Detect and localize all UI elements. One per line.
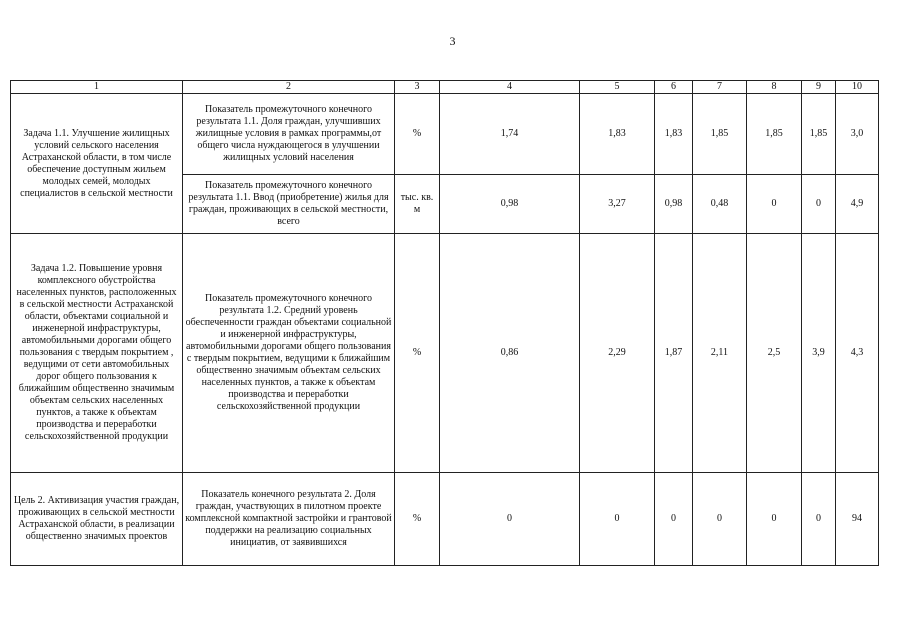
col-header-5: 5 [580,81,655,94]
value-cell: 1,85 [802,94,836,175]
col-header-7: 7 [693,81,747,94]
indicator-cell: Показатель промежуточного конечного результата 1.2. Средний уровень обеспеченности граждан объектами социальной и инженерной инфраструктуры, автомобильными дорогами общего пользования с твердым покрытием, ведущими к ближайшим общественно значимым объектам сельских населенных пунктов, а также к объектам производства и переработки сельскохозяйственной продукции [183,234,395,473]
col-header-1: 1 [11,81,183,94]
value-cell: 3,27 [580,175,655,234]
value-cell: 1,85 [693,94,747,175]
col-header-4: 4 [440,81,580,94]
col-header-10: 10 [836,81,879,94]
value-cell: 0 [747,175,802,234]
unit-cell: % [395,473,440,566]
value-cell: 0,98 [655,175,693,234]
table-row [11,473,879,566]
value-cell: 2,5 [747,234,802,473]
unit-cell: тыс. кв. м [395,175,440,234]
table-row [11,94,879,175]
value-cell: 3,0 [836,94,879,175]
value-cell: 0 [802,473,836,566]
page-number: 3 [449,34,456,48]
indicators-table [10,80,879,566]
col-header-6: 6 [655,81,693,94]
indicator-cell: Показатель конечного результата 2. Доля граждан, участвующих в пилотном проекте комплексной компактной застройки и грантовой поддержки на реализацию социальных инициатив, от заявившихся [183,473,395,566]
indicator-cell: Показатель промежуточного конечного результата 1.1. Ввод (приобретение) жилья для граждан, проживающих в сельской местности, всего [183,175,395,234]
value-cell: 0 [655,473,693,566]
col-header-9: 9 [802,81,836,94]
value-cell: 1,85 [747,94,802,175]
table-row [11,234,879,473]
value-cell: 2,11 [693,234,747,473]
value-cell: 3,9 [802,234,836,473]
goal-2-cell: Цель 2. Активизация участия граждан, проживающих в сельской местности Астраханской области, в реализации общественно значимых проектов [11,473,183,566]
value-cell: 94 [836,473,879,566]
unit-cell: % [395,234,440,473]
value-cell: 0 [802,175,836,234]
value-cell: 0,98 [440,175,580,234]
col-header-8: 8 [747,81,802,94]
value-cell: 4,3 [836,234,879,473]
value-cell: 1,87 [655,234,693,473]
value-cell: 1,83 [655,94,693,175]
value-cell: 0 [747,473,802,566]
header-row [11,81,879,94]
indicator-cell: Показатель промежуточного конечного результата 1.1. Доля граждан, улучшивших жилищные условия в рамках программы,от общего числа нуждающегося в улучшении жилищных условий населения [183,94,395,175]
value-cell: 1,74 [440,94,580,175]
value-cell: 4,9 [836,175,879,234]
unit-cell: % [395,94,440,175]
value-cell: 0 [440,473,580,566]
task-1-1-cell: Задача 1.1. Улучшение жилищных условий сельского населения Астраханской области, в том числе обеспечение доступным жильем молодых семей, молодых специалистов в сельской местности [11,94,183,234]
col-header-2: 2 [183,81,395,94]
value-cell: 0,86 [440,234,580,473]
value-cell: 2,29 [580,234,655,473]
value-cell: 0,48 [693,175,747,234]
col-header-3: 3 [395,81,440,94]
value-cell: 0 [580,473,655,566]
task-1-2-cell: Задача 1.2. Повышение уровня комплексного обустройства населенных пунктов, расположенных в сельской местности Астраханской области, объектами социальной и инженерной инфраструктуры, автомобильными дорогами общего пользования с твердым покрытием , ведущими от сети автомобильных дорог общего пользования к ближайшим общественно значимым объектам сельских населенных пунктов, а также к объектам производства и переработки сельскохозяйственной продукции [11,234,183,473]
value-cell: 0 [693,473,747,566]
value-cell: 1,83 [580,94,655,175]
